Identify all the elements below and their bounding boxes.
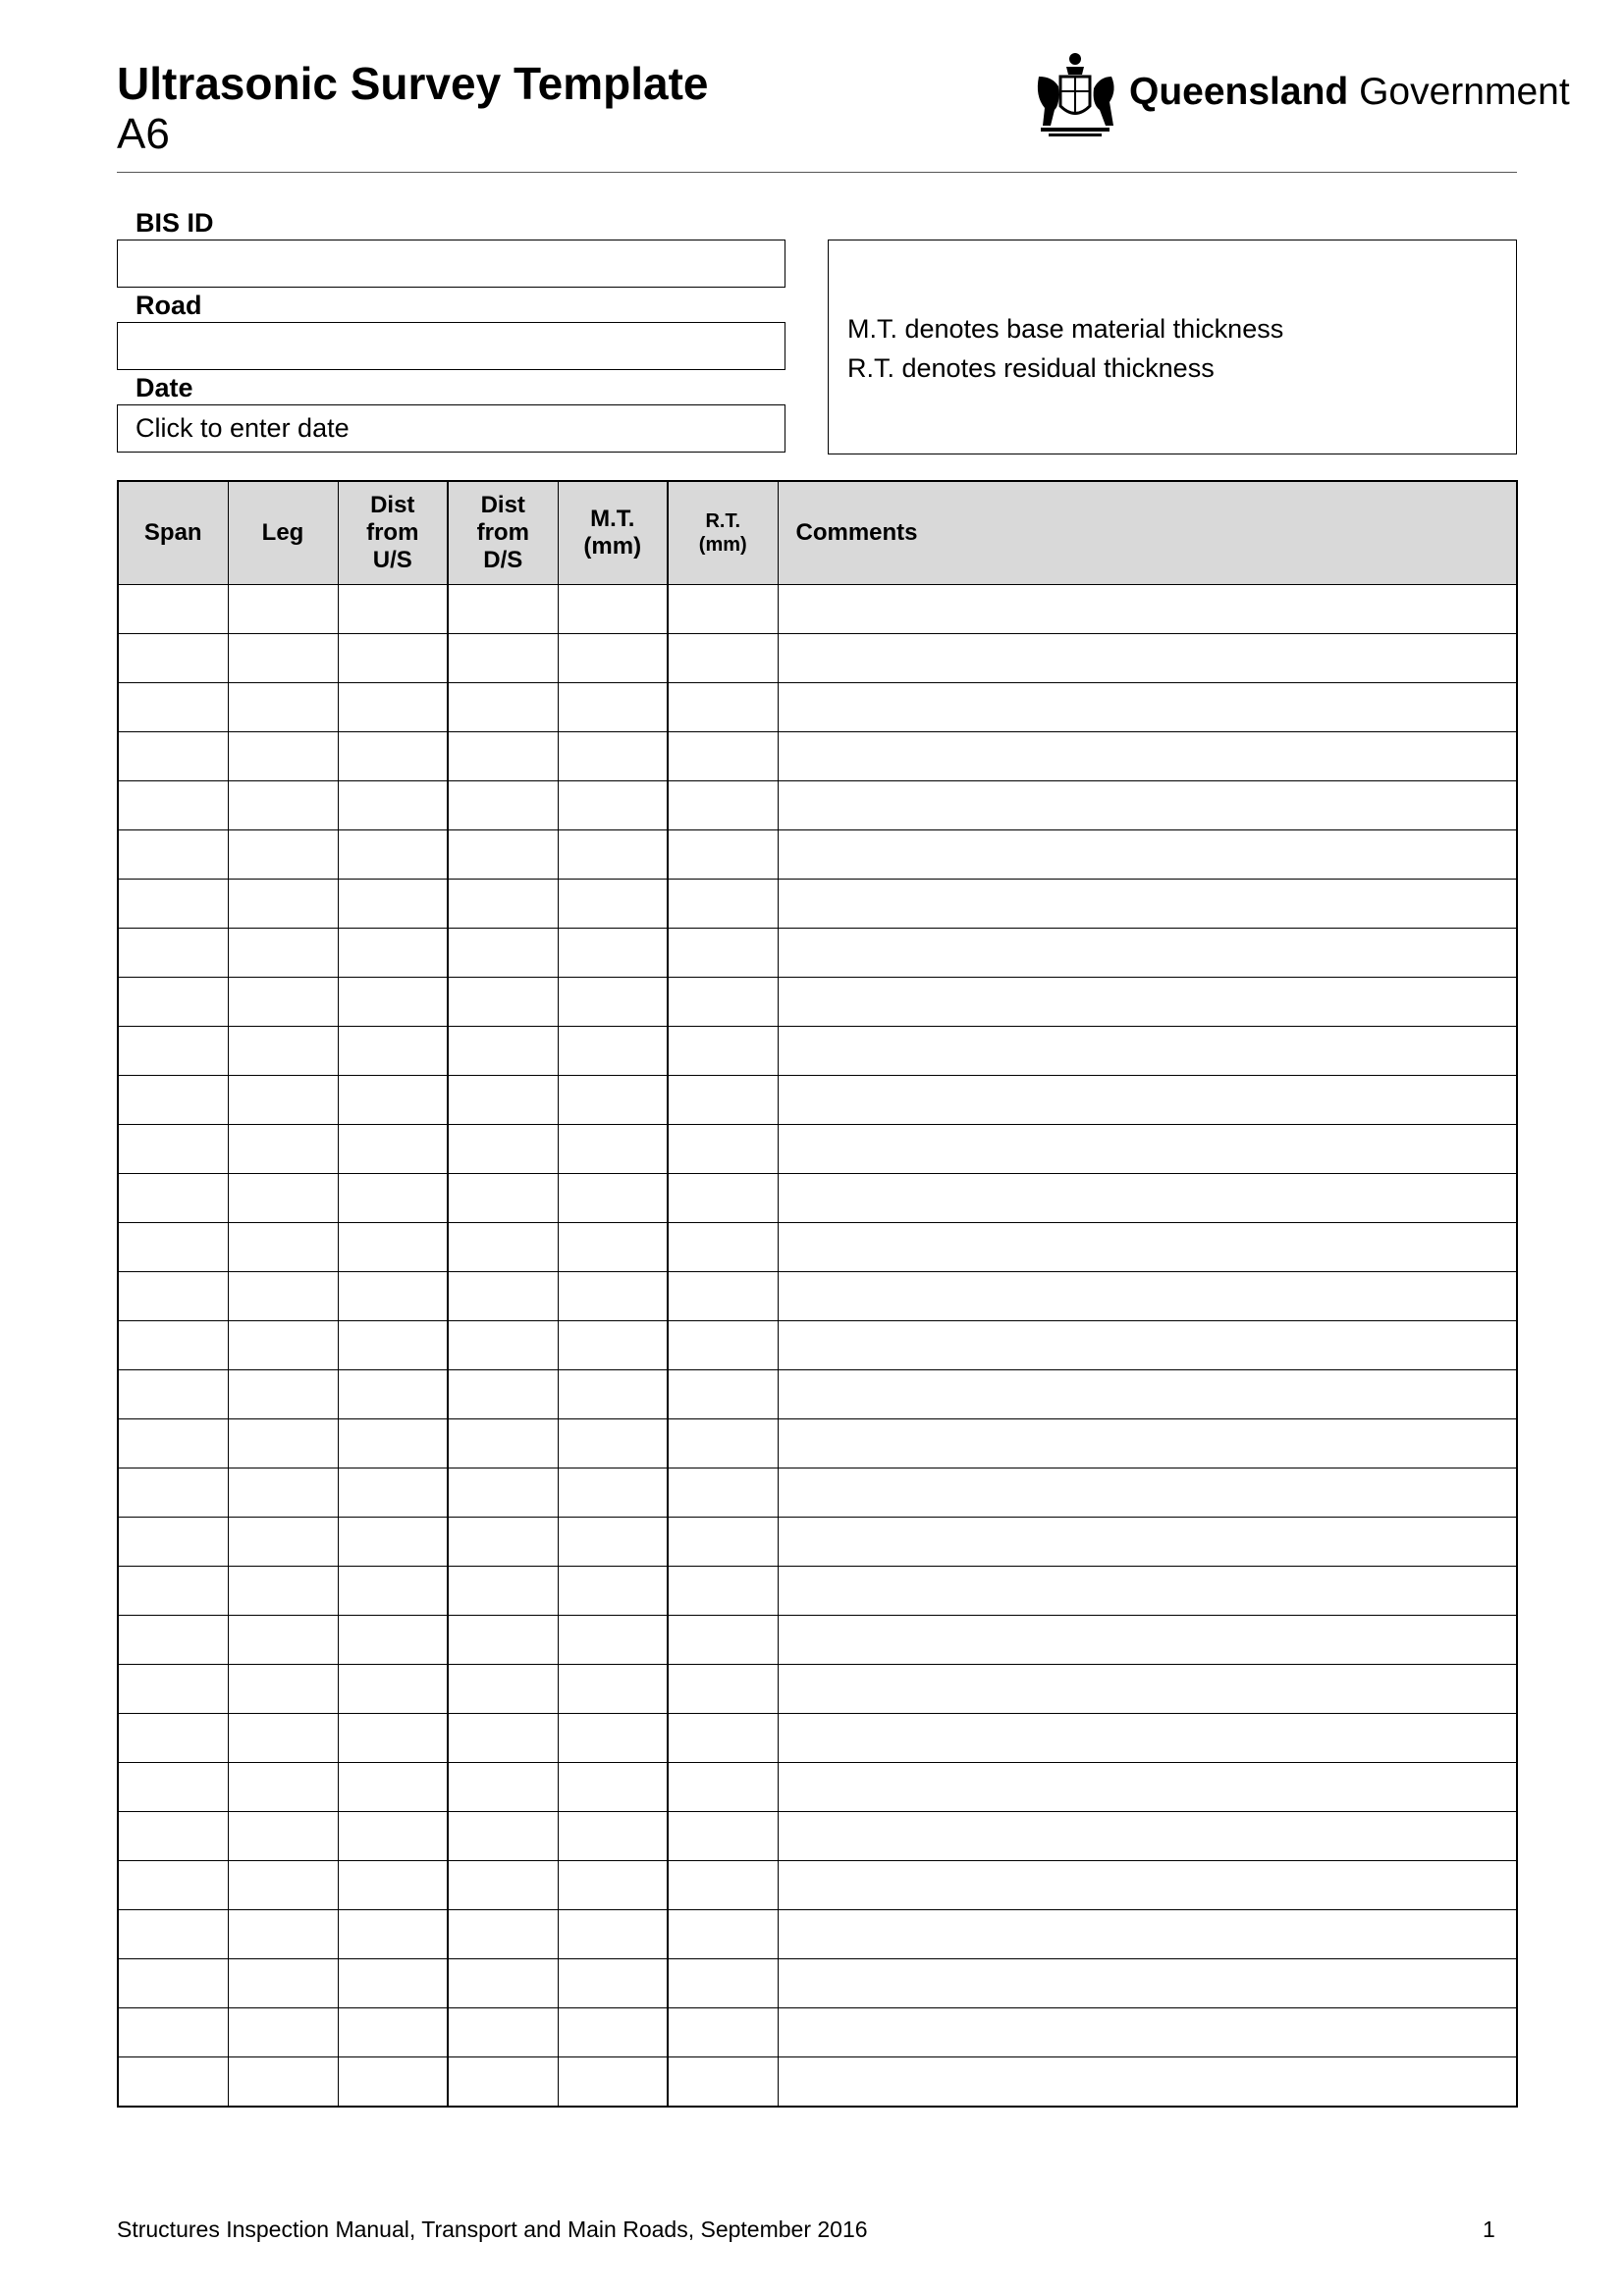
table-cell[interactable]	[118, 929, 228, 978]
table-row	[118, 1272, 1517, 1321]
table-cell[interactable]	[228, 1272, 338, 1321]
col-dist-ds-header: Dist from D/S	[448, 481, 558, 585]
table-cell[interactable]	[668, 781, 778, 830]
table-row	[118, 978, 1517, 1027]
table-cell[interactable]	[778, 1812, 1517, 1861]
table-cell[interactable]	[448, 1027, 558, 1076]
table-cell[interactable]	[228, 830, 338, 880]
table-cell[interactable]	[228, 1567, 338, 1616]
table-cell[interactable]	[668, 830, 778, 880]
table-cell[interactable]	[668, 683, 778, 732]
footer-text: Structures Inspection Manual, Transport and Main Roads, September 2016	[117, 2216, 868, 2242]
table-cell[interactable]	[668, 1518, 778, 1567]
table-row	[118, 1518, 1517, 1567]
table-cell[interactable]	[558, 1959, 668, 2008]
queensland-government-logo	[1031, 47, 1570, 140]
table-cell[interactable]	[448, 1223, 558, 1272]
table-cell[interactable]	[338, 929, 448, 978]
col-mt-header: M.T. (mm)	[558, 481, 668, 585]
table-cell[interactable]	[558, 1714, 668, 1763]
table-cell[interactable]	[118, 830, 228, 880]
table-cell[interactable]	[668, 1174, 778, 1223]
table-cell[interactable]	[668, 880, 778, 929]
notes-box	[828, 240, 1517, 454]
road-field[interactable]	[117, 322, 785, 370]
table-cell[interactable]	[558, 2008, 668, 2057]
col-leg-header: Leg	[228, 481, 338, 585]
table-cell[interactable]	[778, 2008, 1517, 2057]
table-cell[interactable]	[668, 1812, 778, 1861]
table-cell[interactable]	[448, 1321, 558, 1370]
table-cell[interactable]	[778, 1616, 1517, 1665]
table-cell[interactable]	[558, 732, 668, 781]
table-cell[interactable]	[448, 1076, 558, 1125]
table-cell[interactable]	[778, 1910, 1517, 1959]
table-cell[interactable]	[118, 1665, 228, 1714]
table-cell[interactable]	[228, 880, 338, 929]
table-row	[118, 1174, 1517, 1223]
table-cell[interactable]	[448, 1370, 558, 1419]
table-cell[interactable]	[778, 1861, 1517, 1910]
table-row	[118, 634, 1517, 683]
table-cell[interactable]	[338, 1419, 448, 1468]
table-cell[interactable]	[668, 1910, 778, 1959]
table-row	[118, 1714, 1517, 1763]
table-cell[interactable]	[338, 1714, 448, 1763]
table-cell[interactable]	[338, 2008, 448, 2057]
table-cell[interactable]	[118, 1174, 228, 1223]
date-field[interactable]: Click to enter date	[117, 404, 785, 453]
table-cell[interactable]	[228, 1959, 338, 2008]
table-cell[interactable]	[338, 1468, 448, 1518]
table-cell[interactable]	[338, 1321, 448, 1370]
table-cell[interactable]	[338, 732, 448, 781]
table-cell[interactable]	[228, 1174, 338, 1223]
col-comments-header: Comments	[778, 481, 1517, 585]
table-cell[interactable]	[778, 1174, 1517, 1223]
table-cell[interactable]	[118, 1616, 228, 1665]
table-cell[interactable]	[558, 1665, 668, 1714]
table-cell[interactable]	[118, 1567, 228, 1616]
table-cell[interactable]	[778, 1027, 1517, 1076]
note-rt: R.T. denotes residual thickness	[847, 353, 1215, 383]
table-cell[interactable]	[448, 1272, 558, 1321]
table-cell[interactable]	[448, 1174, 558, 1223]
table-cell[interactable]	[448, 1812, 558, 1861]
table-cell[interactable]	[558, 1419, 668, 1468]
table-cell[interactable]	[668, 1665, 778, 1714]
table-cell[interactable]	[668, 634, 778, 683]
table-cell[interactable]	[778, 1665, 1517, 1714]
table-cell[interactable]	[228, 1665, 338, 1714]
table-cell[interactable]	[778, 929, 1517, 978]
col-span-header: Span	[118, 481, 228, 585]
table-cell[interactable]	[118, 978, 228, 1027]
table-cell[interactable]	[448, 683, 558, 732]
table-cell[interactable]	[778, 1321, 1517, 1370]
table-cell[interactable]	[448, 1959, 558, 2008]
table-cell[interactable]	[228, 1076, 338, 1125]
table-cell[interactable]	[448, 1518, 558, 1567]
table-cell[interactable]	[558, 585, 668, 634]
table-cell[interactable]	[558, 830, 668, 880]
table-cell[interactable]	[118, 683, 228, 732]
table-cell[interactable]	[338, 1910, 448, 1959]
table-cell[interactable]	[118, 1223, 228, 1272]
date-label: Date	[135, 373, 193, 402]
table-row	[118, 1468, 1517, 1518]
survey-table	[117, 480, 1518, 2108]
table-cell[interactable]	[448, 1714, 558, 1763]
table-cell[interactable]	[338, 1370, 448, 1419]
table-cell[interactable]	[448, 732, 558, 781]
table-cell[interactable]	[558, 781, 668, 830]
table-row	[118, 1223, 1517, 1272]
table-cell[interactable]	[228, 978, 338, 1027]
table-cell[interactable]	[778, 634, 1517, 683]
table-cell[interactable]	[228, 1714, 338, 1763]
table-cell[interactable]	[338, 1812, 448, 1861]
table-cell[interactable]	[448, 830, 558, 880]
header-divider	[117, 172, 1517, 173]
table-cell[interactable]	[448, 978, 558, 1027]
page-title: Ultrasonic Survey Template	[117, 58, 709, 109]
table-cell[interactable]	[228, 683, 338, 732]
table-cell[interactable]	[778, 880, 1517, 929]
table-cell[interactable]	[448, 1665, 558, 1714]
table-cell[interactable]	[778, 978, 1517, 1027]
table-cell[interactable]	[448, 585, 558, 634]
table-cell[interactable]	[118, 1714, 228, 1763]
table-cell[interactable]	[338, 1665, 448, 1714]
table-cell[interactable]	[338, 830, 448, 880]
table-header-row	[118, 481, 1517, 585]
table-cell[interactable]	[558, 1518, 668, 1567]
table-cell[interactable]	[118, 2057, 228, 2108]
table-cell[interactable]	[778, 683, 1517, 732]
table-cell[interactable]	[338, 1616, 448, 1665]
table-cell[interactable]	[118, 1321, 228, 1370]
page-subtitle: A6	[117, 110, 170, 158]
table-cell[interactable]	[558, 1763, 668, 1812]
table-cell[interactable]	[228, 1321, 338, 1370]
table-cell[interactable]	[338, 1223, 448, 1272]
table-cell[interactable]	[668, 585, 778, 634]
table-cell[interactable]	[668, 1321, 778, 1370]
table-cell[interactable]	[778, 1125, 1517, 1174]
table-cell[interactable]	[668, 1370, 778, 1419]
table-cell[interactable]	[558, 1223, 668, 1272]
table-cell[interactable]	[338, 1567, 448, 1616]
table-cell[interactable]	[558, 1861, 668, 1910]
table-cell[interactable]	[668, 1616, 778, 1665]
table-cell[interactable]	[448, 880, 558, 929]
table-row	[118, 1763, 1517, 1812]
table-row	[118, 781, 1517, 830]
road-label: Road	[135, 291, 202, 320]
table-cell[interactable]	[228, 2057, 338, 2108]
table-cell[interactable]	[558, 1812, 668, 1861]
table-cell[interactable]	[668, 1468, 778, 1518]
table-row	[118, 2008, 1517, 2057]
table-cell[interactable]	[448, 2057, 558, 2108]
table-cell[interactable]	[228, 1468, 338, 1518]
table-cell[interactable]	[338, 781, 448, 830]
table-cell[interactable]	[448, 1419, 558, 1468]
table-cell[interactable]	[448, 1910, 558, 1959]
table-cell[interactable]	[558, 2057, 668, 2108]
table-cell[interactable]	[118, 1468, 228, 1518]
table-cell[interactable]	[118, 1812, 228, 1861]
table-cell[interactable]	[558, 929, 668, 978]
table-cell[interactable]	[448, 929, 558, 978]
table-cell[interactable]	[558, 978, 668, 1027]
table-cell[interactable]	[448, 634, 558, 683]
table-cell[interactable]	[558, 1910, 668, 1959]
logo-text-bold: Queensland	[1129, 71, 1349, 113]
table-cell[interactable]	[668, 929, 778, 978]
table-cell[interactable]	[668, 1027, 778, 1076]
table-cell[interactable]	[778, 1419, 1517, 1468]
table-cell[interactable]	[668, 1272, 778, 1321]
table-cell[interactable]	[228, 1370, 338, 1419]
table-cell[interactable]	[118, 1125, 228, 1174]
table-cell[interactable]	[778, 1714, 1517, 1763]
table-cell[interactable]	[778, 830, 1517, 880]
table-row	[118, 1125, 1517, 1174]
table-cell[interactable]	[118, 1763, 228, 1812]
table-cell[interactable]	[778, 1763, 1517, 1812]
table-cell[interactable]	[778, 1567, 1517, 1616]
table-row	[118, 1419, 1517, 1468]
table-cell[interactable]	[338, 1518, 448, 1567]
table-cell[interactable]	[338, 634, 448, 683]
table-row	[118, 1812, 1517, 1861]
table-cell[interactable]	[338, 1861, 448, 1910]
table-cell[interactable]	[118, 732, 228, 781]
table-cell[interactable]	[558, 880, 668, 929]
table-cell[interactable]	[228, 1125, 338, 1174]
table-cell[interactable]	[118, 1910, 228, 1959]
logo-text-regular: Government	[1348, 71, 1570, 113]
table-row	[118, 1616, 1517, 1665]
table-cell[interactable]	[118, 2008, 228, 2057]
table-cell[interactable]	[338, 1959, 448, 2008]
table-row	[118, 1910, 1517, 1959]
table-cell[interactable]	[668, 2008, 778, 2057]
table-cell[interactable]	[778, 1518, 1517, 1567]
table-cell[interactable]	[778, 2057, 1517, 2108]
table-row	[118, 1321, 1517, 1370]
table-cell[interactable]	[668, 1125, 778, 1174]
table-cell[interactable]	[558, 1076, 668, 1125]
table-row	[118, 929, 1517, 978]
table-cell[interactable]	[118, 1370, 228, 1419]
table-cell[interactable]	[668, 1419, 778, 1468]
table-cell[interactable]	[118, 634, 228, 683]
table-cell[interactable]	[448, 1468, 558, 1518]
table-cell[interactable]	[778, 1370, 1517, 1419]
table-cell[interactable]	[668, 1567, 778, 1616]
table-cell[interactable]	[448, 1567, 558, 1616]
table-cell[interactable]	[778, 1468, 1517, 1518]
note-mt: M.T. denotes base material thickness	[847, 314, 1284, 344]
table-cell[interactable]	[118, 585, 228, 634]
table-cell[interactable]	[228, 732, 338, 781]
table-row	[118, 2057, 1517, 2108]
table-cell[interactable]	[558, 1567, 668, 1616]
table-cell[interactable]	[448, 1763, 558, 1812]
table-cell[interactable]	[338, 1763, 448, 1812]
table-cell[interactable]	[778, 1272, 1517, 1321]
table-cell[interactable]	[118, 1272, 228, 1321]
table-cell[interactable]	[668, 1223, 778, 1272]
table-cell[interactable]	[338, 1125, 448, 1174]
table-cell[interactable]	[338, 978, 448, 1027]
table-row	[118, 830, 1517, 880]
table-cell[interactable]	[778, 1223, 1517, 1272]
table-cell[interactable]	[558, 1616, 668, 1665]
table-cell[interactable]	[448, 781, 558, 830]
table-row	[118, 683, 1517, 732]
col-rt-header: R.T. (mm)	[668, 481, 778, 585]
table-cell[interactable]	[558, 1468, 668, 1518]
table-cell[interactable]	[118, 1518, 228, 1567]
table-row	[118, 880, 1517, 929]
table-row	[118, 1076, 1517, 1125]
table-cell[interactable]	[558, 1370, 668, 1419]
page-number: 1	[1483, 2216, 1495, 2242]
table-cell[interactable]	[228, 1419, 338, 1468]
table-cell[interactable]	[338, 1272, 448, 1321]
table-cell[interactable]	[228, 1223, 338, 1272]
table-row	[118, 1370, 1517, 1419]
table-cell[interactable]	[338, 2057, 448, 2108]
table-cell[interactable]	[778, 732, 1517, 781]
table-cell[interactable]	[668, 1714, 778, 1763]
table-row	[118, 1665, 1517, 1714]
table-cell[interactable]	[228, 1861, 338, 1910]
table-cell[interactable]	[228, 781, 338, 830]
table-cell[interactable]	[228, 1027, 338, 1076]
table-row	[118, 1027, 1517, 1076]
table-cell[interactable]	[558, 634, 668, 683]
table-cell[interactable]	[668, 1763, 778, 1812]
bis-id-field[interactable]	[117, 240, 785, 288]
table-cell[interactable]	[228, 1518, 338, 1567]
table-cell[interactable]	[558, 683, 668, 732]
table-cell[interactable]	[338, 585, 448, 634]
table-row	[118, 585, 1517, 634]
table-row	[118, 732, 1517, 781]
table-cell[interactable]	[778, 781, 1517, 830]
coat-of-arms-icon	[1031, 47, 1119, 140]
table-cell[interactable]	[338, 880, 448, 929]
col-dist-us-header: Dist from U/S	[338, 481, 448, 585]
table-cell[interactable]	[778, 1959, 1517, 2008]
table-cell[interactable]	[338, 1076, 448, 1125]
bis-id-label: BIS ID	[135, 208, 214, 238]
table-cell[interactable]	[228, 585, 338, 634]
table-cell[interactable]	[228, 1812, 338, 1861]
table-cell[interactable]	[118, 1861, 228, 1910]
table-cell[interactable]	[118, 1959, 228, 2008]
table-cell[interactable]	[118, 1419, 228, 1468]
table-cell[interactable]	[228, 929, 338, 978]
table-cell[interactable]	[448, 1616, 558, 1665]
table-cell[interactable]	[228, 1910, 338, 1959]
table-cell[interactable]	[668, 1959, 778, 2008]
table-cell[interactable]	[558, 1272, 668, 1321]
table-cell[interactable]	[118, 781, 228, 830]
table-cell[interactable]	[228, 634, 338, 683]
table-row	[118, 1861, 1517, 1910]
table-cell[interactable]	[668, 1076, 778, 1125]
table-cell[interactable]	[228, 2008, 338, 2057]
table-cell[interactable]	[668, 732, 778, 781]
table-cell[interactable]	[118, 1076, 228, 1125]
table-cell[interactable]	[668, 2057, 778, 2108]
table-cell[interactable]	[778, 585, 1517, 634]
table-cell[interactable]	[668, 1861, 778, 1910]
table-cell[interactable]	[228, 1616, 338, 1665]
table-row	[118, 1959, 1517, 2008]
table-cell[interactable]	[228, 1763, 338, 1812]
table-cell[interactable]	[778, 1076, 1517, 1125]
table-cell[interactable]	[558, 1174, 668, 1223]
table-cell[interactable]	[338, 683, 448, 732]
table-cell[interactable]	[668, 978, 778, 1027]
table-cell[interactable]	[558, 1125, 668, 1174]
table-cell[interactable]	[118, 1027, 228, 1076]
table-cell[interactable]	[338, 1174, 448, 1223]
table-row	[118, 1567, 1517, 1616]
table-cell[interactable]	[338, 1027, 448, 1076]
table-cell[interactable]	[448, 1861, 558, 1910]
table-cell[interactable]	[558, 1321, 668, 1370]
table-cell[interactable]	[448, 2008, 558, 2057]
table-cell[interactable]	[558, 1027, 668, 1076]
table-cell[interactable]	[118, 880, 228, 929]
table-cell[interactable]	[448, 1125, 558, 1174]
